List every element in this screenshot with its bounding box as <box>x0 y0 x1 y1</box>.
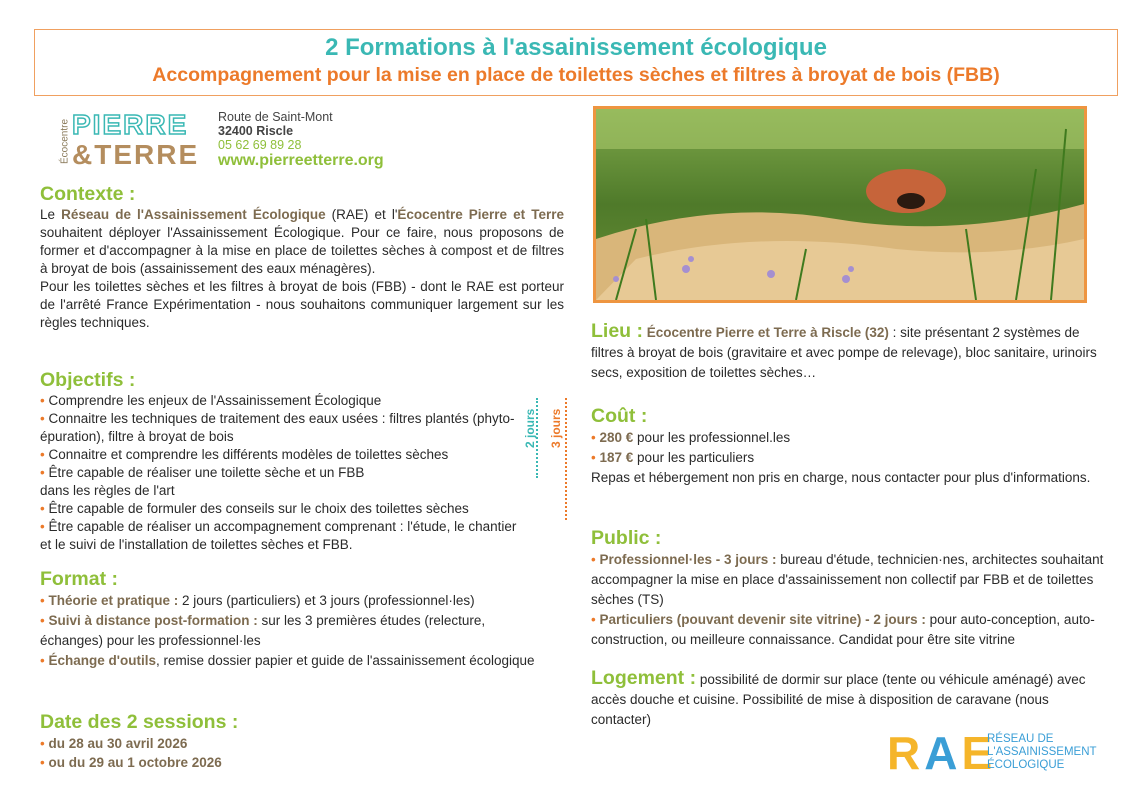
website-link[interactable]: www.pierreetterre.org <box>218 152 384 169</box>
cout-heading: Coût : <box>591 405 648 427</box>
logo-side-label: Écocentre <box>59 118 71 165</box>
date-item: • du 28 au 30 avril 2026 <box>40 736 188 751</box>
logo-address <box>218 110 384 170</box>
pierre-et-terre-logo <box>56 106 416 176</box>
objectifs-heading: Objectifs : <box>40 369 136 391</box>
duration-2-jours: 2 jours <box>523 408 537 448</box>
duration-3-jours-line <box>565 398 568 520</box>
objectif-item: • Être capable de réaliser une toilette sèche et un FBB <box>40 465 365 480</box>
public-item: • Professionnel·les - 3 jours : bureau d'étude, technicien·nes, architectes souhaitant accompagner la mise en place d'assainissement non collectif par FBB et de toilettes sèches (TS) <box>591 552 1104 607</box>
lieu-paragraph: Lieu : Écocentre Pierre et Terre à Riscle (32) : site présentant 2 systèmes de filtres à broyat de bois (gravitaire et avec pompe de relevage), bloc sanitaire, urinoirs secs, exposition de toilettes sèches… <box>591 320 1097 380</box>
logo-word-terre: &TERRE <box>72 139 200 170</box>
objectif-item: • Connaitre et comprendre les différents modèles de toilettes sèches <box>40 447 449 462</box>
format-item: • Échange d'outils, remise dossier papier et guide de l'assainissement écologique <box>40 653 535 668</box>
rae-logo <box>887 727 1115 779</box>
rae-letters <box>887 725 996 781</box>
duration-2-jours-line <box>536 398 539 478</box>
cout-note: Repas et hébergement non pris en charge, nous contacter pour plus d'informations. <box>591 470 1091 485</box>
address-street: Route de Saint-Mont <box>218 110 333 124</box>
format-item: • Suivi à distance post-formation : sur les 3 premières études (relecture, échanges) pour les professionnel·les <box>40 613 486 648</box>
logo-word-pierre: PIERRE <box>72 109 189 140</box>
contexte-paragraph-2: Pour les toilettes sèches et les filtres à broyat de bois (FBB) - dont le RAE est porteur de l'arrêté France Expérimentation - nous souhaitons communiquer largement sur les règles techniques. <box>40 279 564 330</box>
contexte-heading: Contexte : <box>40 183 136 205</box>
objectif-item: • Être capable de formuler des conseils sur le choix des toilettes sèches <box>40 501 469 516</box>
objectif-item: • Comprendre les enjeux de l'Assainissement Écologique <box>40 393 382 408</box>
section-lieu <box>591 321 1109 383</box>
logement-paragraph: Logement : possibilité de dormir sur place (tente ou véhicule aménagé) avec accès douche et cuisine. Possibilité de mise à disposition de caravane (nous contacter) <box>591 667 1086 727</box>
objectif-item: • Connaitre les techniques de traitement des eaux usées : filtres plantés (phyto-épuration), filtre à broyat de bois <box>40 411 515 444</box>
cout-item: • 187 € pour les particuliers <box>591 450 755 465</box>
objectif-item: • Être capable de réaliser un accompagnement comprenant : l'étude, le chantier et le suivi de l'installation de toilettes sèches et FBB. <box>40 519 517 552</box>
public-heading: Public : <box>591 527 662 549</box>
cout-item: • 280 € pour les professionnel.les <box>591 430 791 445</box>
address-phone: 05 62 69 89 28 <box>218 138 302 152</box>
rae-tagline: RÉSEAU DE L'ASSAINISSEMENT ÉCOLOGIQUE <box>987 733 1097 771</box>
address-city: 32400 Riscle <box>218 124 294 138</box>
section-contexte <box>40 182 564 332</box>
garden-photo <box>593 106 1087 303</box>
public-item: • Particuliers (pouvant devenir site vitrine) - 2 jours : pour auto-conception, auto-construction, ou meilleure connaissance. Candidat pour être site vitrine <box>591 612 1095 647</box>
contexte-paragraph-1: Le Réseau de l'Assainissement Écologique (RAE) et l'Écocentre Pierre et Terre souhaitent déployer l'Assainissement Écologique. Pour ce faire, nous proposons de former et d'accompagner à la mise en place de toilettes sèches à compost et de filtres à broyat de bois (assainissement des eaux ménagères). <box>40 207 564 276</box>
dates-heading: Date des 2 sessions : <box>40 711 239 733</box>
page-subtitle: Accompagnement pour la mise en place de toilettes sèches et filtres à broyat de bois (FBB) <box>152 64 1000 86</box>
date-item: • ou du 29 au 1 octobre 2026 <box>40 755 222 770</box>
garden-photo-illustration <box>596 109 1084 300</box>
section-dates <box>40 710 564 772</box>
format-item: • Théorie et pratique : 2 jours (particuliers) et 3 jours (professionnel·les) <box>40 593 475 608</box>
section-objectifs <box>40 368 530 554</box>
format-heading: Format : <box>40 568 118 590</box>
section-logement <box>591 668 1109 730</box>
duration-3-jours: 3 jours <box>549 408 563 448</box>
objectif-item-continued: dans les règles de l'art <box>40 483 175 498</box>
section-cout <box>591 404 1109 488</box>
section-format <box>40 567 540 671</box>
rae-letters-text: RAE <box>887 727 997 779</box>
title-box <box>34 29 1118 96</box>
page-title: 2 Formations à l'assainissement écologique <box>325 34 827 61</box>
section-public <box>591 526 1109 650</box>
